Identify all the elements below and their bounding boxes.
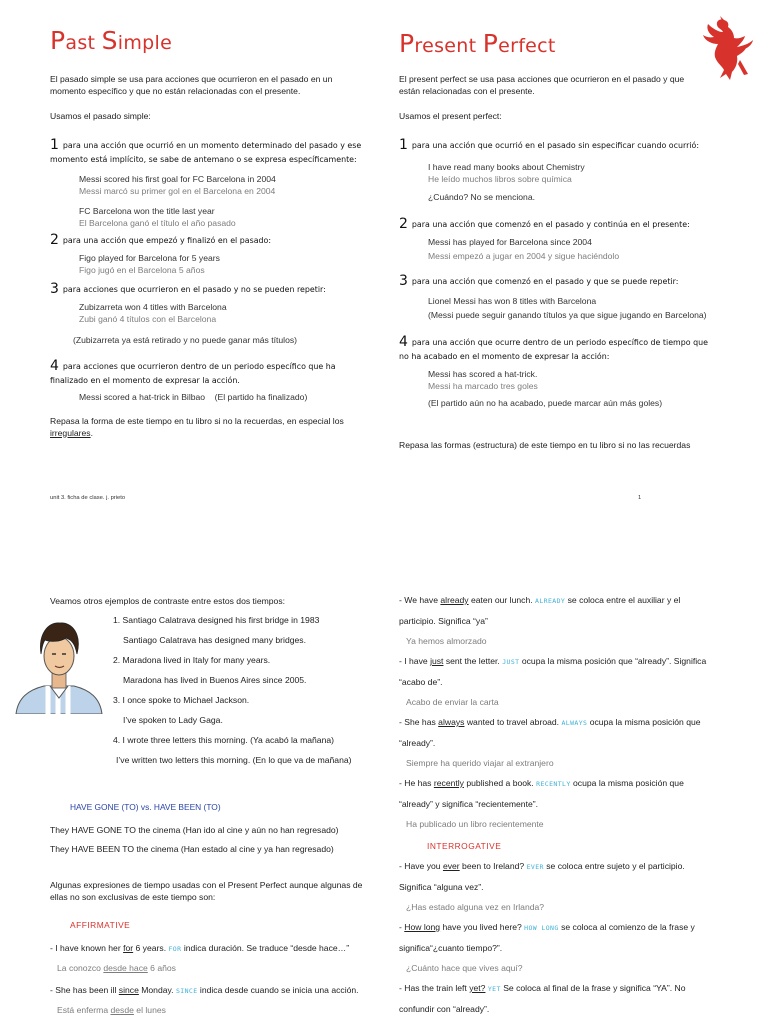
just-example: - I have just sent the letter. JUST ocupa la misma posición que “already”. Significa “acabo de”.	[399, 656, 707, 687]
recently-example: - He has recently published a book. RECENTLY ocupa la misma posición que “already” y significa “recientemente”.	[399, 778, 684, 809]
contrast-2a: 2. Maradona lived in Italy for many years.	[113, 655, 271, 665]
past-example-1-en: Messi scored his first goal for FC Barcelona in 2004	[79, 174, 276, 184]
ever-example: - Have you ever been to Ireland? EVER se coloca entre sujeto y el participio. Significa “alguna vez”.	[399, 861, 685, 892]
just-translation: Acabo de enviar la carta	[406, 697, 499, 707]
interrogative-heading: INTERROGATIVE	[427, 841, 502, 851]
present-perfect-repasa: Repasa las formas (estructura) de este tiempo en tu libro si no las recuerdas	[399, 440, 691, 450]
contrast-2b: Maradona has lived in Buenos Aires since 2005.	[123, 675, 307, 685]
page-number: 1	[638, 495, 642, 501]
perfect-use-2: 2 para una acción que comenzó en el pasado y continúa en el presente:	[399, 216, 690, 232]
past-example-4-es: Zubi ganó 4 títulos con el Barcelona	[79, 314, 217, 324]
footer-credit: unit 3. ficha de clase. j. prieto	[50, 495, 126, 501]
contrast-4b: I’ve written two letters this morning. (En lo que va de mañana)	[116, 755, 352, 765]
liverbird-logo	[700, 14, 758, 84]
perfect-example-2-es: Messi empezó a jugar en 2004 y sigue haciéndolo	[428, 251, 620, 261]
always-example: - She has always wanted to travel abroad. ALWAYS ocupa la misma posición que “already”.	[399, 717, 701, 748]
for-translation: La conozco desde hace 6 años	[57, 963, 176, 973]
have-gone-heading: HAVE GONE (TO) vs. HAVE BEEN (TO)	[70, 802, 221, 812]
present-perfect-usamos: Usamos el present perfect:	[399, 111, 502, 121]
how-long-translation: ¿Cuánto hace que vives aquí?	[406, 963, 523, 973]
perfect-example-4-note: (El partido aún no ha acabado, puede marcar aún más goles)	[428, 398, 663, 408]
perfect-use-1: 1 para una acción que ocurrió en el pasado sin especificar cuando ocurrió:	[399, 137, 699, 153]
have-gone-line: They HAVE GONE TO the cinema (Han ido al cine y aún no han regresado)	[50, 825, 339, 835]
past-example-4-note: (Zubizarreta ya está retirado y no puede ganar más títulos)	[73, 335, 298, 345]
recently-translation: Ha publicado un libro recientemente	[406, 819, 544, 829]
past-simple-usamos: Usamos el pasado simple:	[50, 111, 151, 121]
past-example-3-es: Figo jugó en el Barcelona 5 años	[79, 265, 205, 275]
present-perfect-title: Present Perfect	[399, 29, 556, 58]
adverbs-column	[399, 590, 717, 1019]
perfect-example-4-es: Messi ha marcado tres goles	[428, 381, 538, 391]
perfect-example-2-en: Messi has played for Barcelona since 2004	[428, 237, 592, 247]
ever-translation: ¿Has estado alguna vez en Irlanda?	[406, 902, 545, 912]
past-example-3-en: Figo played for Barcelona for 5 years	[79, 253, 220, 263]
maradona-portrait	[14, 614, 104, 714]
perfect-example-3-en: Lionel Messi has won 8 titles with Barcelona	[428, 296, 597, 306]
past-example-4-en: Zubizarreta won 4 titles with Barcelona	[79, 302, 227, 312]
yet-example: - Has the train left yet? YET Se coloca al final de la frase y significa “YA”. No confundir con “already”.	[399, 983, 686, 1014]
contrast-examples	[113, 610, 352, 770]
perfect-example-1-question: ¿Cuándo? No se menciona.	[428, 192, 536, 202]
already-example: - We have already eaten our lunch. ALREADY se coloca entre el auxiliar y el participio. Significa “ya”	[399, 595, 681, 626]
perfect-example-1-es: He leído muchos libros sobre química	[428, 174, 572, 184]
for-example: - I have known her for 6 years. FOR indica duración. Se traduce “desde hace…”	[50, 943, 350, 953]
affirmative-heading: AFFIRMATIVE	[70, 920, 131, 930]
past-simple-title: Past Simple	[50, 26, 173, 55]
already-translation: Ya hemos almorzado	[406, 636, 487, 646]
perfect-example-1-en: I have read many books about Chemistry	[428, 162, 585, 172]
contrast-intro: Veamos otros ejemplos de contraste entre estos dos tiempos:	[50, 596, 286, 606]
past-use-1: 1 para una acción que ocurrió en un momento determinado del pasado y ese momento está implícito, se sabe de antemano o se expresa específicamente:	[50, 137, 362, 164]
past-example-5: Messi scored a hat-trick in Bilbao (El partido ha finalizado)	[79, 392, 308, 402]
always-translation: Siempre ha querido viajar al extranjero	[406, 758, 554, 768]
present-perfect-intro: El present perfect se usa pasa acciones que ocurrieron en el pasado y que están relacionadas con el presente.	[399, 74, 685, 96]
have-been-line: They HAVE BEEN TO the cinema (Han estado al cine y ya han regresado)	[50, 844, 334, 854]
past-use-2: 2 para una acción que empezó y finalizó en el pasado:	[50, 232, 272, 248]
past-use-3: 3 para acciones que ocurrieron en el pasado y no se pueden repetir:	[50, 281, 326, 297]
past-example-2-en: FC Barcelona won the title last year	[79, 206, 215, 216]
contrast-1a: 1. Santiago Calatrava designed his first bridge in 1983	[113, 615, 320, 625]
how-long-example: - How long have you lived here? HOW LONG se coloca al comienzo de la frase y significa“¿cuanto tiempo?”.	[399, 922, 695, 953]
contrast-1b: Santiago Calatrava has designed many bridges.	[123, 635, 306, 645]
since-translation: Está enferma desde el lunes	[57, 1005, 166, 1015]
past-use-4: 4 para acciones que ocurrieron dentro de un periodo específico que ha finalizado en el momento de expresar la acción.	[50, 358, 336, 385]
contrast-4a: 4. I wrote three letters this morning. (Ya acabó la mañana)	[113, 735, 334, 745]
expressions-intro: Algunas expresiones de tiempo usadas con el Present Perfect aunque algunas de ellas no son exclusivas de este tiempo son:	[50, 880, 363, 902]
perfect-use-4: 4 para una acción que ocurre dentro de un periodo específico de tiempo que no ha acabado en el momento de expresar la acción:	[399, 334, 708, 361]
past-simple-intro: El pasado simple se usa para acciones que ocurrieron en el pasado en un momento específico y que no están relacionadas con el presente.	[50, 74, 333, 96]
perfect-use-3: 3 para una acción que comenzó en el pasado y que se puede repetir:	[399, 273, 679, 289]
irregulares-link[interactable]: irregulares	[50, 427, 91, 438]
past-example-1-es: Messi marcó su primer gol en el Barcelona en 2004	[79, 186, 276, 196]
perfect-example-4-en: Messi has scored a hat-trick.	[428, 369, 538, 379]
contrast-3a: 3. I once spoke to Michael Jackson.	[113, 695, 250, 705]
perfect-example-3-note: (Messi puede seguir ganando títulos ya que sigue jugando en Barcelona)	[428, 310, 707, 320]
past-example-2-es: El Barcelona ganó el título el año pasado	[79, 218, 236, 228]
past-simple-repasa: Repasa la forma de este tiempo en tu libro si no la recuerdas, en especial los irregulares.	[50, 416, 344, 438]
contrast-3b: I’ve spoken to Lady Gaga.	[123, 715, 223, 725]
since-example: - She has been ill since Monday. SINCE indica desde cuando se inicia una acción.	[50, 985, 359, 995]
